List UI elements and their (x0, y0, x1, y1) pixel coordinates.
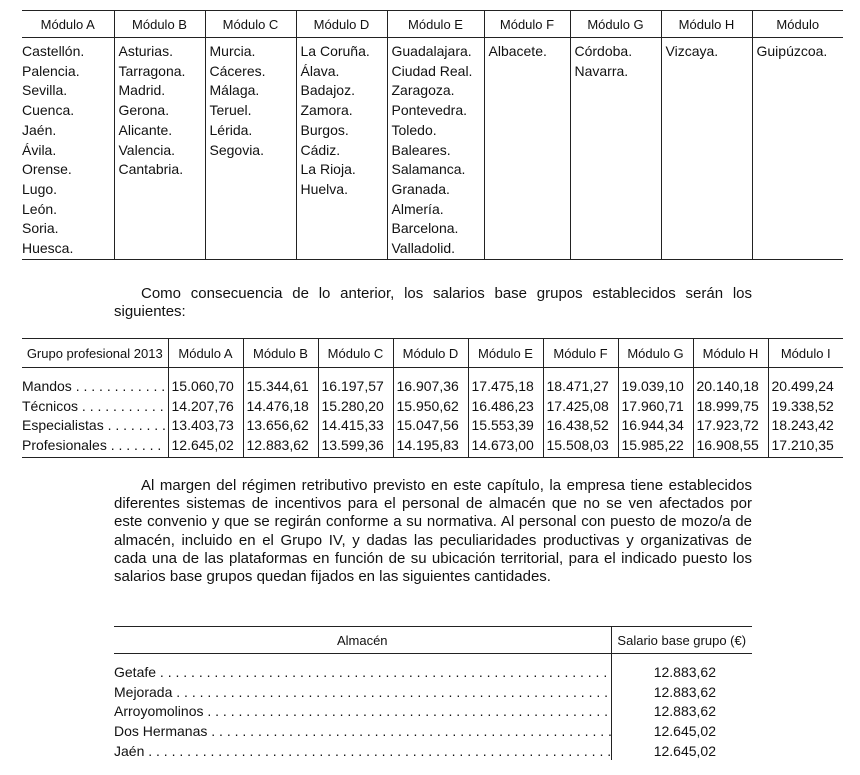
salary-value: 16.908,55 (693, 435, 768, 457)
province-name: Cáceres. (209, 62, 266, 79)
module-header: Módulo E (387, 11, 484, 38)
province-name: Valencia. (118, 141, 176, 158)
salary-value: 17.425,08 (543, 396, 618, 416)
module-provinces-cell (484, 38, 570, 260)
warehouse-row (114, 682, 752, 702)
warehouse-header: Almacén (114, 627, 611, 654)
province-list (297, 42, 387, 200)
module-provinces-cell (22, 38, 114, 260)
province-name: Badajoz. (300, 82, 355, 99)
salary-value: 13.403,73 (168, 415, 243, 435)
province-name: Alicante. (118, 121, 173, 138)
province-name: Salamanca. (391, 161, 466, 178)
salary-header: Módulo B (243, 339, 318, 368)
warehouse-salary: 12.883,62 (611, 701, 752, 721)
province-name: Ciudad Real. (391, 62, 473, 79)
warehouse-salary: 12.645,02 (611, 741, 752, 761)
salary-header: Módulo G (618, 339, 693, 368)
warehouse-row (114, 741, 752, 761)
salary-value: 14.673,00 (468, 435, 543, 457)
group-name-cell (22, 435, 168, 457)
warehouse-name-cell (114, 701, 611, 721)
salary-value: 20.140,18 (693, 368, 768, 396)
incentives-paragraph (114, 477, 752, 586)
province-name: Vizcaya. (665, 43, 719, 59)
module-header: Módulo C (205, 11, 296, 38)
warehouse-name: Jaén . . . (114, 743, 611, 759)
province-name: Córdoba. (574, 43, 633, 59)
warehouse-header-row (114, 627, 752, 654)
salary-header: Módulo H (693, 339, 768, 368)
warehouse-salary-table (114, 626, 752, 760)
salary-value: 16.486,23 (468, 396, 543, 416)
salary-value: 15.280,20 (318, 396, 393, 416)
province-name: Lugo. (22, 180, 58, 197)
salary-value: 15.060,70 (168, 368, 243, 396)
warehouse-name: Dos Hermanas . . . (114, 723, 611, 739)
module-header: Módulo D (296, 11, 387, 38)
salary-row (22, 435, 843, 457)
module-provinces-cell (387, 38, 484, 260)
province-name: Castellón. (22, 43, 85, 59)
province-list (22, 42, 114, 259)
province-name: Huesca. (22, 240, 74, 257)
salary-value: 19.039,10 (618, 368, 693, 396)
province-name: Ávila. (22, 141, 57, 158)
warehouse-name-cell (114, 721, 611, 741)
province-list (662, 42, 752, 62)
salary-row (22, 415, 843, 435)
province-name: Albacete. (488, 43, 547, 59)
salary-value: 18.471,27 (543, 368, 618, 396)
module-header: Módulo (752, 11, 843, 38)
salary-value: 15.950,62 (393, 396, 468, 416)
province-name: Madrid. (118, 82, 166, 99)
province-name: Barcelona. (391, 220, 459, 237)
province-name: Soria. (22, 220, 59, 237)
warehouse-row (114, 701, 752, 721)
province-name: Burgos. (300, 121, 349, 138)
salary-value: 16.438,52 (543, 415, 618, 435)
group-name: Técnicos . . . (22, 398, 165, 414)
province-name: Zaragoza. (391, 82, 455, 99)
province-name: Guadalajara. (391, 43, 472, 59)
warehouse-salary: 12.645,02 (611, 721, 752, 741)
warehouse-name: Arroyomolinos . . . (114, 703, 611, 719)
module-header: Módulo B (114, 11, 205, 38)
province-list (115, 42, 205, 180)
salary-value: 16.197,57 (318, 368, 393, 396)
province-name: Zamora. (300, 102, 353, 119)
province-name: Toledo. (391, 121, 437, 138)
salary-value: 14.415,33 (318, 415, 393, 435)
salary-value: 13.656,62 (243, 415, 318, 435)
consequence-text: Como consecuencia de lo anterior, los salarios base grupos establecidos serán los siguientes: (114, 285, 752, 321)
province-name: La Coruña. (300, 43, 370, 59)
province-name: Navarra. (574, 62, 629, 79)
salary-value: 13.599,36 (318, 435, 393, 457)
province-list (485, 42, 570, 62)
salary-value: 18.999,75 (693, 396, 768, 416)
province-name: Valladolid. (391, 240, 456, 257)
salary-value: 17.475,18 (468, 368, 543, 396)
modules-provinces-row (22, 38, 843, 260)
module-header: Módulo H (661, 11, 752, 38)
province-name: Cádiz. (300, 141, 341, 158)
province-name: Tarragona. (118, 62, 186, 79)
warehouse-name: Getafe . . . (114, 664, 611, 680)
salary-value: 15.985,22 (618, 435, 693, 457)
salary-value: 16.944,34 (618, 415, 693, 435)
salary-header: Módulo D (393, 339, 468, 368)
warehouse-salary-header: Salario base grupo (€) (611, 627, 752, 654)
province-name: Asturias. (118, 43, 173, 59)
modules-provinces-table (22, 10, 843, 260)
warehouse-salary: 12.883,62 (611, 682, 752, 702)
salary-header: Grupo profesional 2013 (22, 339, 168, 368)
warehouse-row (114, 721, 752, 741)
warehouse-row (114, 654, 752, 682)
group-name-cell (22, 415, 168, 435)
salary-value: 14.207,76 (168, 396, 243, 416)
consequence-paragraph (114, 285, 752, 321)
salary-value: 15.344,61 (243, 368, 318, 396)
group-name: Mandos . . . (22, 378, 165, 394)
province-name: Guipúzcoa. (756, 43, 828, 59)
province-list (388, 42, 484, 259)
province-name: Huelva. (300, 180, 348, 197)
salary-row (22, 396, 843, 416)
module-provinces-cell (661, 38, 752, 260)
group-name-cell (22, 368, 168, 396)
salary-value: 19.338,52 (768, 396, 843, 416)
salary-value: 17.960,71 (618, 396, 693, 416)
salary-header: Módulo C (318, 339, 393, 368)
warehouse-name-cell (114, 682, 611, 702)
province-name: Murcia. (209, 43, 256, 59)
province-name: Almería. (391, 200, 444, 217)
module-header: Módulo A (22, 11, 114, 38)
group-name: Profesionales . . . (22, 437, 165, 453)
province-list (571, 42, 661, 81)
salary-value: 20.499,24 (768, 368, 843, 396)
province-name: Palencia. (22, 62, 80, 79)
province-name: Cantabria. (118, 161, 184, 178)
province-name: Cuenca. (22, 102, 75, 119)
province-list (753, 42, 844, 62)
province-name: Jaén. (22, 121, 57, 138)
salary-value: 17.210,35 (768, 435, 843, 457)
incentives-text: Al margen del régimen retributivo previsto en este capítulo, la empresa tiene establecidos diferentes sistemas de incentivos para el personal de almacén que no se ven afectados por este convenio y que se regirán conforme a su normativa. Al personal con puesto de mozo/a de almacén, incluido en el Grupo IV, y dadas las peculiaridades productivas y organizativas de cada una de las plataformas en función de su ubicación territorial, para el indicado puesto los salarios base grupos quedan fijados en las siguientes cantidades. (114, 477, 752, 586)
salary-value: 15.553,39 (468, 415, 543, 435)
province-name: Lérida. (209, 121, 253, 138)
module-provinces-cell (570, 38, 661, 260)
module-provinces-cell (752, 38, 843, 260)
salary-value: 17.923,72 (693, 415, 768, 435)
province-name: La Rioja. (300, 161, 356, 178)
province-name: Baleares. (391, 141, 451, 158)
salary-value: 14.195,83 (393, 435, 468, 457)
salary-value: 14.476,18 (243, 396, 318, 416)
salary-value: 15.047,56 (393, 415, 468, 435)
warehouse-name-cell (114, 741, 611, 761)
salary-value: 15.508,03 (543, 435, 618, 457)
province-name: Sevilla. (22, 82, 68, 99)
module-provinces-cell (114, 38, 205, 260)
salary-header: Módulo F (543, 339, 618, 368)
salary-row (22, 368, 843, 396)
province-name: Pontevedra. (391, 102, 467, 119)
module-header: Módulo F (484, 11, 570, 38)
province-name: Segovia. (209, 141, 264, 158)
module-provinces-cell (205, 38, 296, 260)
salary-table (22, 338, 843, 458)
province-list (206, 42, 296, 160)
province-name: Málaga. (209, 82, 260, 99)
salary-value: 18.243,42 (768, 415, 843, 435)
salary-value: 12.645,02 (168, 435, 243, 457)
salary-value: 12.883,62 (243, 435, 318, 457)
province-name: León. (22, 200, 58, 217)
province-name: Granada. (391, 180, 450, 197)
group-name: Especialistas . . . (22, 417, 165, 433)
province-name: Teruel. (209, 102, 252, 119)
warehouse-salary: 12.883,62 (611, 654, 752, 682)
warehouse-name-cell (114, 654, 611, 682)
warehouse-name: Mejorada . . . (114, 684, 611, 700)
modules-header-row (22, 11, 843, 38)
salary-value: 16.907,36 (393, 368, 468, 396)
province-name: Orense. (22, 161, 72, 178)
module-provinces-cell (296, 38, 387, 260)
province-name: Álava. (300, 62, 340, 79)
module-header: Módulo G (570, 11, 661, 38)
group-name-cell (22, 396, 168, 416)
salary-header-row (22, 339, 843, 368)
salary-header: Módulo A (168, 339, 243, 368)
salary-header: Módulo E (468, 339, 543, 368)
salary-header: Módulo I (768, 339, 843, 368)
province-name: Gerona. (118, 102, 170, 119)
